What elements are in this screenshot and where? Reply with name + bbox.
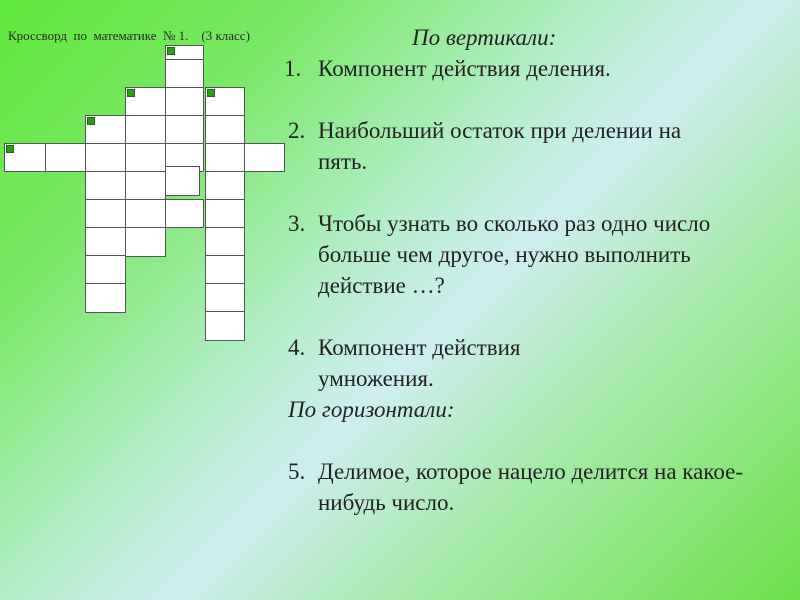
crossword-title: Кроссворд по математике № 1. (3 класс) — [8, 28, 250, 43]
crossword-cell[interactable] — [165, 115, 204, 144]
crossword-cell[interactable] — [125, 87, 166, 116]
crossword-cell[interactable] — [85, 199, 126, 228]
clue-text: Чтобы узнать во сколько раз одно число больше чем другое, нужно выполнить действие …? — [318, 211, 711, 298]
crossword-cell[interactable] — [165, 166, 200, 196]
clue-marker-icon — [207, 89, 215, 97]
crossword-grid — [0, 0, 290, 350]
crossword-cell[interactable] — [85, 227, 126, 256]
clue-item — [280, 53, 795, 84]
clue-text: Делимое, которое нацело делится на какое-нибудь число. — [318, 459, 743, 515]
clue-number: 4. — [288, 335, 306, 360]
crossword-cell[interactable] — [165, 59, 204, 88]
crossword-cell[interactable] — [125, 115, 166, 144]
crossword-cell[interactable] — [85, 171, 126, 200]
vertical-heading: По вертикали: — [412, 25, 557, 50]
crossword-cell[interactable] — [4, 143, 46, 172]
crossword-cell[interactable] — [85, 115, 126, 144]
crossword-cell[interactable] — [244, 143, 285, 172]
clue-list — [280, 22, 795, 518]
clue-item — [280, 115, 795, 177]
crossword-cell[interactable] — [125, 171, 166, 200]
crossword-cell[interactable] — [205, 255, 245, 284]
clue-marker-icon — [127, 89, 135, 97]
clue-marker-icon — [87, 117, 95, 125]
crossword-cell[interactable] — [205, 115, 245, 144]
crossword-cell[interactable] — [205, 311, 245, 341]
clue-number: 5. — [288, 459, 306, 484]
crossword-cell[interactable] — [125, 199, 166, 228]
crossword-cell[interactable] — [165, 45, 204, 60]
horizontal-heading: По горизонтали: — [288, 397, 455, 422]
clue-item — [280, 208, 795, 301]
crossword-cell[interactable] — [205, 87, 245, 116]
crossword-cell[interactable] — [85, 283, 126, 313]
clue-text: Компонент действия умножения. — [318, 335, 521, 391]
clue-marker-icon — [6, 145, 14, 153]
clue-item — [280, 456, 795, 518]
clue-number: 2. — [288, 118, 306, 143]
crossword-cell[interactable] — [165, 199, 204, 228]
crossword-cell[interactable] — [205, 143, 245, 172]
crossword-cell[interactable] — [125, 143, 166, 172]
crossword-cell[interactable] — [165, 87, 204, 116]
crossword-cell[interactable] — [205, 227, 245, 256]
clue-number: 3. — [288, 211, 306, 236]
clue-marker-icon — [167, 47, 175, 55]
crossword-cell[interactable] — [85, 143, 126, 172]
clue-number: 1. — [284, 56, 302, 81]
crossword-cell[interactable] — [205, 283, 245, 312]
crossword-cell[interactable] — [45, 143, 86, 172]
crossword-cell[interactable] — [125, 227, 166, 257]
clue-item — [280, 332, 795, 394]
crossword-cell[interactable] — [205, 199, 245, 228]
clue-text: Компонент действия деления. — [318, 56, 611, 81]
crossword-cell[interactable] — [85, 255, 126, 284]
clue-text: Наибольший остаток при делении на пять. — [318, 118, 682, 174]
crossword-cell[interactable] — [205, 171, 245, 200]
